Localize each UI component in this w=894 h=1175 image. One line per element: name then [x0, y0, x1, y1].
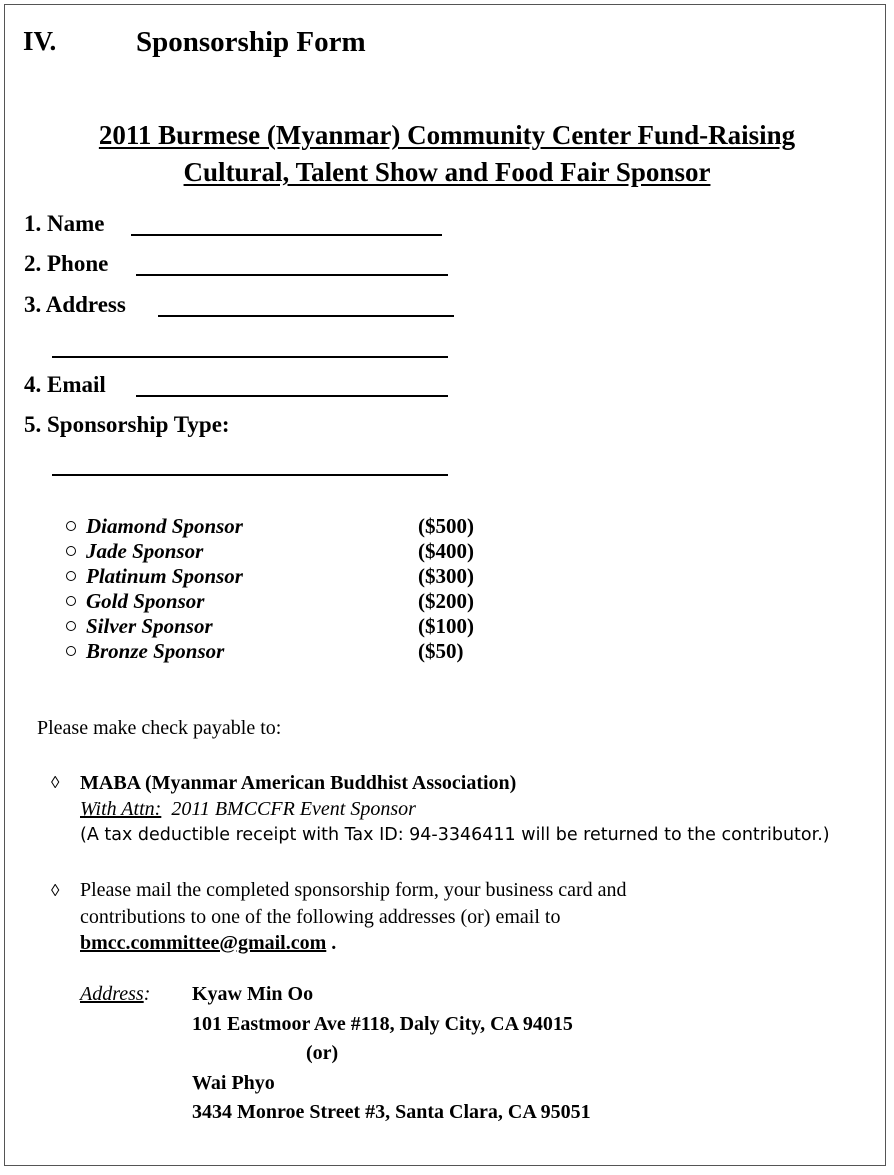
mail-instructions-line2: contributions to one of the following addresses (or) email to [80, 906, 561, 928]
contact-address-2: 3434 Monroe Street #3, Santa Clara, CA 95051 [192, 1101, 591, 1123]
radio-circle-icon[interactable] [66, 621, 76, 631]
address-colon: : [143, 983, 151, 1005]
address-field[interactable] [158, 315, 454, 317]
tier-name: Bronze Sponsor [86, 639, 225, 663]
tier-name: Silver Sponsor [86, 614, 213, 638]
address-field-line2[interactable] [52, 356, 448, 358]
radio-circle-icon[interactable] [66, 571, 76, 581]
contact-name-2: Wai Phyo [192, 1072, 275, 1094]
diamond-bullet-icon: ◊ [51, 773, 60, 792]
phone-label: 2. Phone [24, 251, 109, 276]
address-label: 3. Address [24, 292, 126, 317]
payable-intro: Please make check payable to: [37, 717, 282, 739]
event-heading-line2: Cultural, Talent Show and Food Fair Sponsor [183, 157, 711, 187]
or-separator: (or) [306, 1042, 339, 1064]
tier-price: ($400) [418, 539, 474, 563]
tier-name: Diamond Sponsor [86, 514, 243, 538]
radio-circle-icon[interactable] [66, 521, 76, 531]
phone-field[interactable] [136, 274, 448, 276]
address-label-line [80, 983, 150, 1006]
name-label: 1. Name [24, 211, 105, 236]
diamond-bullet-icon: ◊ [51, 881, 60, 900]
tier-name: Gold Sponsor [86, 589, 205, 613]
receipt-note: (A tax deductible receipt with Tax ID: 94-3346411 will be returned to the contributor.) [80, 825, 830, 845]
tier-price: ($300) [418, 564, 474, 588]
contact-address-1: 101 Eastmoor Ave #118, Daly City, CA 94015 [192, 1013, 573, 1035]
payee-org: MABA (Myanmar American Buddhist Association) [80, 772, 517, 794]
attn-label: With Attn: [80, 798, 162, 820]
radio-circle-icon[interactable] [66, 546, 76, 556]
email-line [80, 932, 336, 955]
contact-email-link[interactable]: bmcc.committee@gmail.com [80, 932, 327, 954]
email-field[interactable] [136, 395, 448, 397]
mailing-address-label: Address [80, 983, 144, 1005]
attn-line [80, 798, 416, 821]
contact-name-1: Kyaw Min Oo [192, 983, 314, 1005]
email-period: . [331, 932, 337, 954]
event-heading-line1: 2011 Burmese (Myanmar) Community Center Fund-Raising [98, 120, 796, 150]
radio-circle-icon[interactable] [66, 596, 76, 606]
name-field[interactable] [131, 234, 442, 236]
section-number: IV. [23, 26, 57, 56]
page-title: Sponsorship Form [136, 26, 366, 58]
radio-circle-icon[interactable] [66, 646, 76, 656]
mail-instructions-line1: Please mail the completed sponsorship form, your business card and [80, 879, 627, 901]
tier-name: Jade Sponsor [86, 539, 204, 563]
tier-price: ($200) [418, 589, 474, 613]
tier-price: ($100) [418, 614, 474, 638]
sponsorship-type-label: 5. Sponsorship Type: [24, 412, 230, 437]
attn-value: 2011 BMCCFR Event Sponsor [171, 798, 416, 820]
email-label: 4. Email [24, 372, 106, 397]
tier-name: Platinum Sponsor [86, 564, 243, 588]
tier-price: ($500) [418, 514, 474, 538]
tier-price: ($50) [418, 639, 464, 663]
sponsorship-type-field[interactable] [52, 474, 448, 476]
